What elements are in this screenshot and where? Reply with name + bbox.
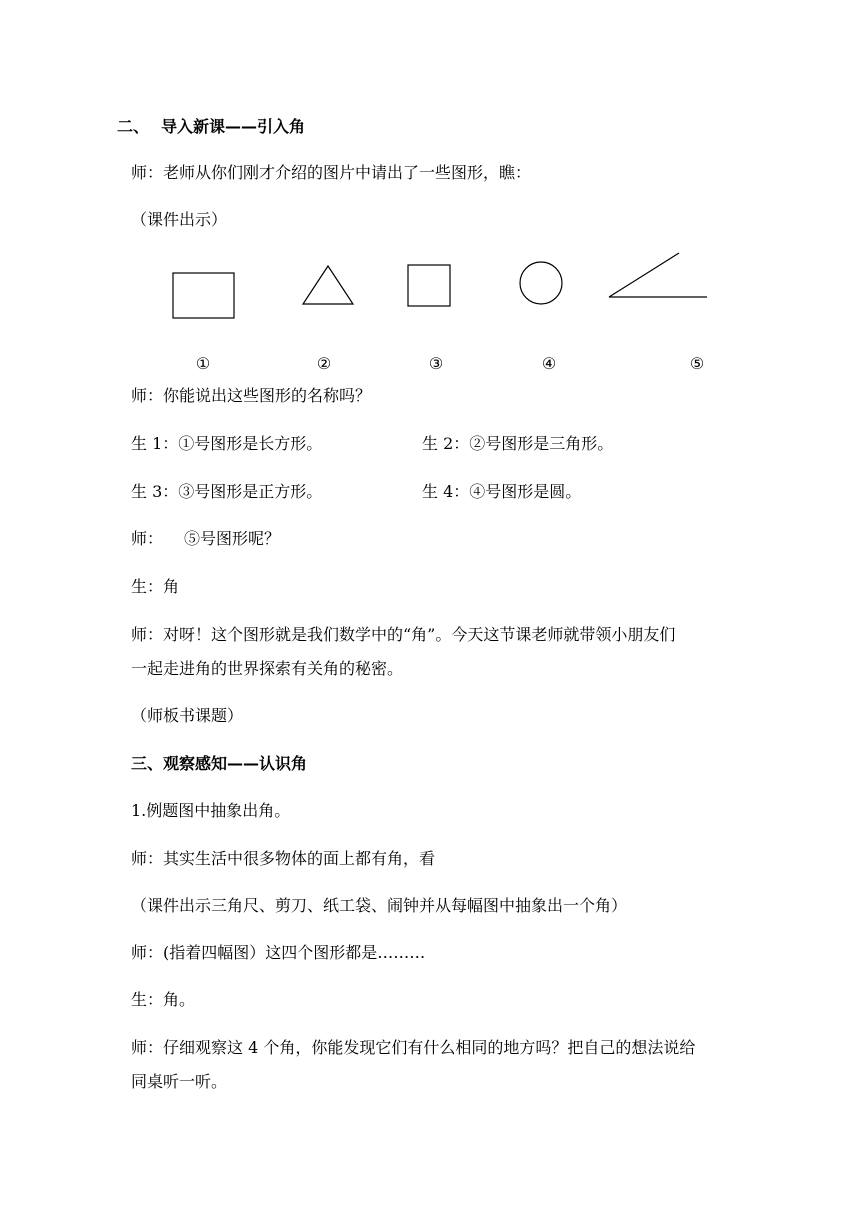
angle-shape — [609, 253, 707, 297]
paragraph-life-angles: 师：其实生活中很多物体的面上都有角，看 — [131, 849, 436, 868]
item1-heading: 1.例题图中抽象出角。 — [131, 801, 291, 820]
paragraph-four-figures: 师：(指着四幅图）这四个图形都是……… — [131, 943, 426, 962]
paragraph-angle-intro-line2: 一起走进角的世界探索有关角的秘密。 — [131, 659, 404, 678]
shape-label-2: ② — [316, 354, 332, 373]
speaker-teacher: 师： — [131, 529, 164, 548]
shape-label-5: ⑤ — [689, 354, 705, 373]
paragraph-courseware-objects: （课件出示三角尺、剪刀、纸工袋、闹钟并从每幅图中抽象出一个角） — [131, 896, 628, 915]
paragraph-angle-intro-line1: 师：对呀！这个图形就是我们数学中的“角”。今天这节课老师就带领小朋友们 — [131, 625, 676, 644]
rectangle-shape — [173, 273, 234, 318]
section3-heading: 三、观察感知——认识角 — [131, 754, 308, 773]
student1-answer: 生 1：①号图形是长方形。 — [131, 434, 323, 453]
shape-label-4: ④ — [541, 354, 557, 373]
square-shape — [408, 265, 450, 306]
student3-answer: 生 3：③号图形是正方形。 — [131, 482, 323, 501]
section2-number: 二、 — [117, 117, 150, 136]
paragraph-question-names: 师：你能说出这些图形的名称吗？ — [131, 386, 372, 405]
paragraph-board-title: （师板书课题） — [131, 706, 244, 725]
paragraph-observe-line1: 师：仔细观察这 4 个角，你能发现它们有什么相同的地方吗？把自己的想法说给 — [131, 1038, 696, 1057]
paragraph-courseware: （课件出示） — [131, 210, 228, 229]
triangle-shape — [303, 266, 353, 304]
section2-title: 导入新课——引入角 — [161, 117, 306, 136]
shape-label-1: ① — [195, 354, 211, 373]
shape-label-3: ③ — [428, 354, 444, 373]
question-shape5-text: ⑤号图形呢？ — [184, 529, 281, 548]
circle-shape — [520, 262, 562, 304]
student-answer-angle: 生：角 — [131, 577, 180, 596]
paragraph-teacher-intro: 师：老师从你们刚才介绍的图片中请出了一些图形，瞧： — [131, 163, 532, 182]
student2-answer: 生 2：②号图形是三角形。 — [422, 434, 614, 453]
student4-answer: 生 4：④号图形是圆。 — [422, 482, 582, 501]
student-answer-angles: 生：角。 — [131, 990, 196, 1009]
paragraph-observe-line2: 同桌听一听。 — [131, 1072, 228, 1091]
